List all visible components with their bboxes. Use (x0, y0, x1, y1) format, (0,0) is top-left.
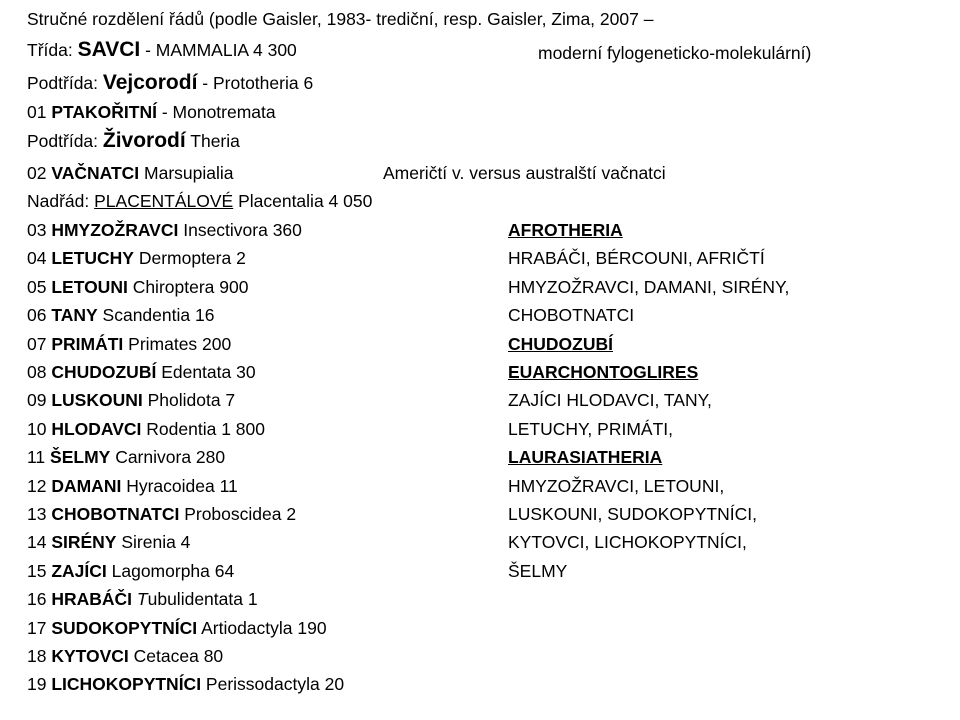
header-text: Stručné rozdělení řádů (podle Gaisler, 1983- trediční, resp. Gaisler, Zima, 2007 – (27, 9, 654, 29)
order-name: KYTOVCI (51, 646, 129, 666)
order-latin: Edentata 30 (156, 362, 256, 382)
order-latin: Insectivora 360 (178, 220, 302, 240)
order-row (27, 531, 190, 553)
order-latin: Proboscidea 2 (179, 504, 297, 524)
order-latin: - Monotremata (156, 102, 276, 122)
order-name: SIRÉNY (51, 532, 117, 553)
order-number: 09 (27, 390, 52, 411)
subclass-2-rest: Theria (185, 131, 240, 151)
order-row (27, 673, 344, 695)
order-latin: Scandentia 16 (97, 305, 215, 326)
order-latin: Sirenia 4 (116, 532, 191, 553)
order-number: 19 (27, 674, 52, 695)
order-name: VAČNATCI (51, 163, 140, 183)
order-name: ZAJÍCI (51, 560, 107, 581)
order-number: 14 (27, 532, 52, 553)
order-name: TANY (51, 305, 98, 326)
order-name: PRIMÁTI (51, 333, 124, 354)
order-row (27, 446, 225, 468)
order-number: 08 (27, 362, 52, 382)
clade-members: LETUCHY, PRIMÁTI, (508, 418, 673, 439)
order-number: 07 (27, 333, 52, 354)
class-line (27, 39, 297, 61)
header-line-1 (27, 8, 653, 30)
order-01-line (27, 101, 276, 123)
clade-members: HRABÁČI, BÉRCOUNI, AFRIČTÍ (508, 248, 765, 269)
order-row (27, 304, 214, 326)
order-02-line (27, 162, 234, 184)
order-name: LUSKOUNI (51, 390, 143, 411)
order-number: 11 (27, 447, 51, 468)
order-number: 16 (27, 589, 52, 610)
class-rest: - MAMMALIA 4 300 (140, 40, 297, 60)
order-name: HRABÁČI (51, 589, 133, 610)
clade-heading: CHUDOZUBÍ (508, 333, 613, 354)
subclass-1-line (27, 72, 313, 94)
order-number: 04 (27, 248, 52, 269)
order-name: CHOBOTNATCI (51, 504, 180, 524)
clade-members: CHOBOTNATCI (508, 305, 635, 326)
order-row (27, 219, 302, 241)
clade-heading: EUARCHONTOGLIRES (508, 362, 699, 382)
order-latin: Hyracoidea 11 (121, 475, 238, 496)
order-latin: Perissodactyla 20 (201, 674, 345, 695)
clade-members: KYTOVCI, LICHOKOPYTNÍCI, (508, 532, 747, 553)
subclass-1-name: Vejcorodí (102, 71, 198, 94)
order-row (27, 418, 265, 440)
order-number: 02 (27, 163, 52, 183)
subclass-2-name: Živorodí (102, 129, 186, 152)
order-number: 03 (27, 220, 52, 240)
subclass-1-prefix: Podtřída: (27, 73, 103, 93)
clade-members: HMYZOŽRAVCI, DAMANI, SIRÉNY, (508, 276, 790, 297)
order-name: CHUDOZUBÍ (51, 362, 157, 382)
clade-members: LUSKOUNI, SUDOKOPYTNÍCI, (508, 504, 757, 524)
order-number: 10 (27, 418, 52, 439)
clade-heading: LAURASIATHERIA (508, 447, 663, 468)
order-latin: Chiroptera 900 (127, 276, 249, 297)
clade-members: ZAJÍCI HLODAVCI, TANY, (508, 390, 712, 411)
superorder-name: PLACENTÁLOVÉ (94, 191, 234, 211)
order-number: 17 (27, 617, 52, 638)
order-name: LETUCHY (51, 248, 134, 269)
order-row (27, 333, 231, 355)
subclass-1-rest: - Prototheria 6 (197, 73, 314, 93)
order-latin-initial: T (136, 589, 148, 610)
order-row (27, 560, 234, 582)
order-row (27, 645, 223, 667)
order-name: DAMANI (51, 475, 122, 496)
order-number: 13 (27, 504, 52, 524)
order-number: 05 (27, 276, 52, 297)
order-latin: Artiodactyla 190 (197, 617, 327, 638)
marsupial-note: Američtí v. versus australští vačnatci (383, 163, 666, 183)
superorder-prefix: Nadřád: (27, 191, 95, 211)
subclass-2-line (27, 130, 240, 152)
order-row (27, 389, 235, 411)
order-latin: Cetacea 80 (128, 646, 224, 666)
order-name: HLODAVCI (51, 418, 142, 439)
order-row (27, 617, 327, 639)
clade-members: HMYZOŽRAVCI, LETOUNI, (508, 475, 725, 496)
header-line-2-right (538, 42, 811, 64)
subclass-2-prefix: Podtřída: (27, 131, 103, 151)
order-row (27, 361, 256, 383)
superorder-rest: Placentalia 4 050 (233, 191, 373, 211)
order-name: PTAKOŘITNÍ (51, 102, 157, 122)
order-name: ŠELMY (50, 447, 111, 468)
order-row (27, 247, 246, 269)
order-latin: Marsupialia (139, 163, 234, 183)
order-latin: Lagomorpha 64 (106, 560, 235, 581)
order-row (27, 588, 258, 610)
order-number: 12 (27, 475, 52, 496)
class-name: SAVCI (77, 38, 141, 61)
order-row (27, 475, 238, 497)
order-number: 06 (27, 305, 52, 326)
order-name: LICHOKOPYTNÍCI (51, 674, 202, 695)
order-number: 15 (27, 560, 52, 581)
order-row (27, 276, 248, 298)
class-prefix: Třída: (27, 40, 78, 60)
order-latin: Dermoptera 2 (133, 248, 246, 269)
order-row (27, 503, 296, 525)
order-name: HMYZOŽRAVCI (51, 220, 179, 240)
order-number: 01 (27, 102, 52, 122)
clade-members: ŠELMY (508, 560, 568, 581)
order-latin: ubulidentata 1 (147, 589, 258, 610)
order-name: SUDOKOPYTNÍCI (51, 617, 198, 638)
order-latin: Pholidota 7 (142, 390, 236, 411)
order-latin: Carnivora 280 (110, 447, 226, 468)
clade-heading: AFROTHERIA (508, 220, 623, 240)
header-right-text: moderní fylogeneticko-molekulární) (538, 43, 812, 63)
order-name: LETOUNI (51, 276, 128, 297)
superorder-line (27, 190, 372, 212)
order-latin: Primates 200 (123, 333, 232, 354)
order-latin: Rodentia 1 800 (141, 418, 265, 439)
order-02-note (383, 162, 666, 184)
order-number: 18 (27, 646, 52, 666)
